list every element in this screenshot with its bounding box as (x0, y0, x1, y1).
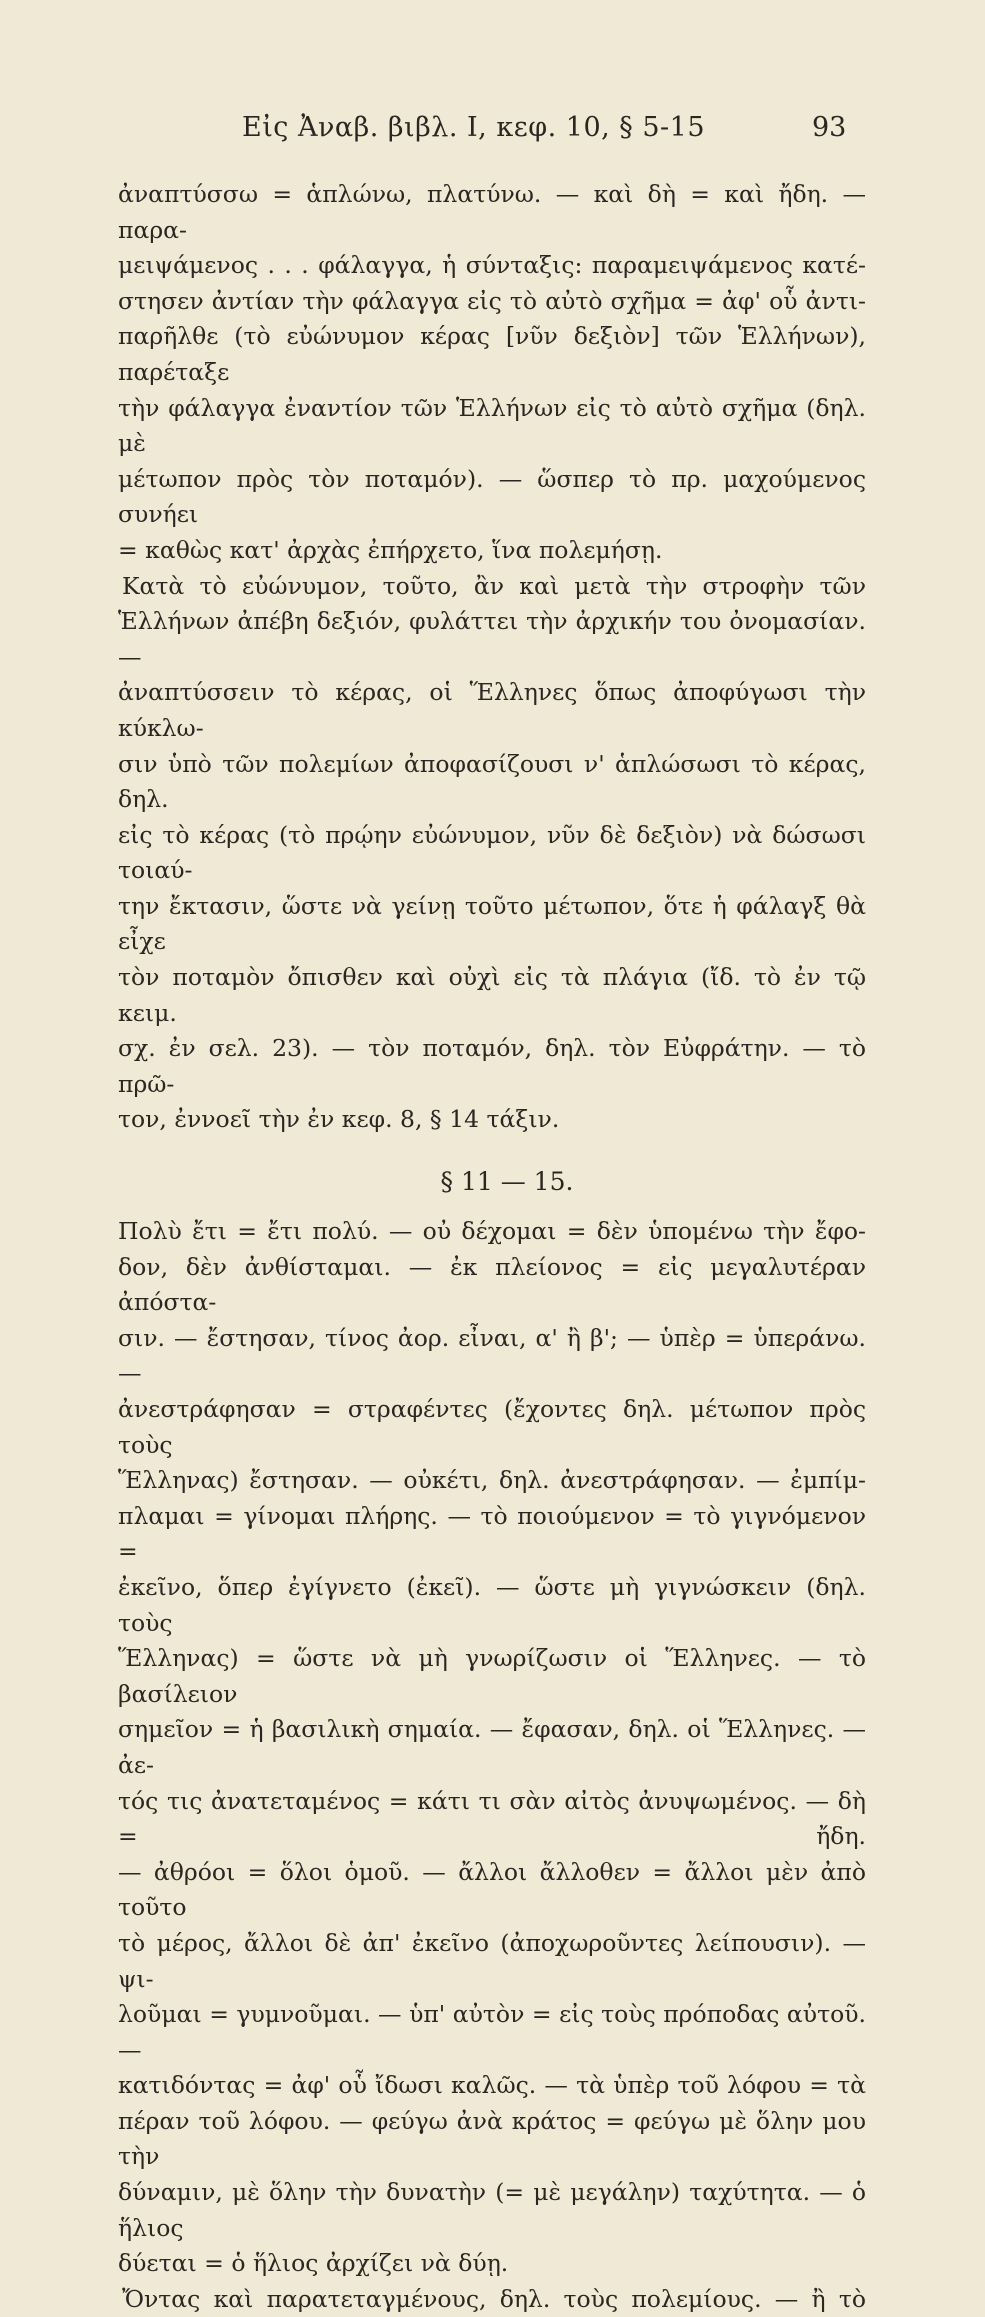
text-line: — ἀθρόοι = ὅλοι ὁμοῦ. — ἄλλοι ἄλλοθεν = ἄλλοι μὲν ἀπὸ τοῦτο (118, 1857, 866, 1922)
text-line: Πολὺ ἔτι = ἔτι πολύ. — οὐ δέχομαι = δὲν ὑπομένω τὴν ἔφο- (118, 1217, 866, 1246)
text-line: σχ. ἐν σελ. 23). — τὸν ποταμόν, δηλ. τὸν Εὐφράτην. — τὸ πρῶ- (118, 1034, 866, 1098)
text-line: ἀναπτύσσειν τὸ κέρας, οἱ Ἕλληνες ὅπως ἀποφύγωσι τὴν κύκλω- (118, 678, 866, 742)
text-line: Ἕλληνας) ἔστησαν. — οὐκέτι, δηλ. ἀνεστράφησαν. — ἐμπίμ- (118, 1466, 866, 1495)
running-title: Εἰς Ἀναβ. βιβλ. Ι, κεφ. 10, § 5-15 (242, 112, 706, 143)
text-line: δύναμιν, μὲ ὅλην τὴν δυνατὴν (= μὲ μεγάλην) ταχύτητα. — ὁ ἥλιος (118, 2178, 866, 2242)
text-line: πλαμαι = γίνομαι πλήρης. — τὸ ποιούμενον = τὸ γιγνόμενον = (118, 1501, 866, 1566)
text-line: στησεν ἀντίαν τὴν φάλαγγα εἰς τὸ αὐτὸ σχῆμα = ἀφ' οὗ ἀντι- (118, 286, 866, 315)
text-line: λοῦμαι = γυμνοῦμαι. — ὑπ' αὐτὸν = εἰς τοὺς πρόποδας αὐτοῦ. — (118, 2000, 866, 2064)
text-line: = καθὼς κατ' ἀρχὰς ἐπήρχετο, ἵνα πολεμήσῃ. (118, 535, 663, 564)
paragraph-4 (118, 2282, 866, 2317)
text-line: δον, δὲν ἀνθίσταμαι. — ἐκ πλείονος = εἰς μεγαλυτέραν ἀπόστα- (118, 1252, 866, 1317)
text-line: εἰς τὸ κέρας (τὸ πρῴην εὐώνυμον, νῦν δὲ δεξιὸν) νὰ δώσωσι τοιαύ- (118, 820, 866, 885)
text-line: σιν ὑπὸ τῶν πολεμίων ἀποφασίζουσι ν' ἁπλώσωσι τὸ κέρας, δηλ. (118, 749, 866, 814)
text-line: τὸ μέρος, ἄλλοι δὲ ἀπ' ἐκεῖνο (ἀποχωροῦντες λείπουσιν). — ψι- (118, 1928, 866, 1993)
paragraph-2 (118, 569, 866, 1139)
text-line: ἀνεστράφησαν = στραφέντες (ἔχοντες δηλ. μέτωπον πρὸς τοὺς (118, 1395, 866, 1459)
paragraph-1 (118, 177, 866, 569)
text-line: Ὄντας καὶ παρατεταγμένους, δηλ. τοὺς πολεμίους. — ἢ τὸ (122, 2284, 866, 2313)
text-line: κατιδόντας = ἀφ' οὗ ἴδωσι καλῶς. — τὰ ὑπὲρ τοῦ λόφου = τὰ (118, 2071, 866, 2100)
text-line: μειψάμενος . . . φάλαγγα, ἡ σύνταξις: παραμειψάμενος κατέ- (118, 251, 866, 280)
page-header (0, 112, 985, 152)
text-line: τὸν ποταμὸν ὄπισθεν καὶ οὐχὶ εἰς τὰ πλάγια (ἴδ. τὸ ἐν τῷ κειμ. (118, 963, 866, 1027)
text-line: ἀναπτύσσω = ἁπλώνω, πλατύνω. — καὶ δὴ = καὶ ἤδη. — παρα- (118, 180, 866, 244)
section-heading: § 11 — 15. (440, 1167, 574, 1197)
page-number: 93 (812, 112, 847, 143)
text-line: πέραν τοῦ λόφου. — φεύγω ἀνὰ κράτος = φεύγω μὲ ὅλην μου τὴν (118, 2106, 866, 2171)
text-line: σιν. — ἔστησαν, τίνος ἀορ. εἶναι, α' ἢ β'; — ὑπὲρ = ὑπεράνω. — (118, 1323, 866, 1388)
text-line: τός τις ἀνατεταμένος = κάτι τι σὰν αἰτὸς ἀνυψωμένος. — δὴ = ἤδη. (118, 1786, 866, 1851)
text-line: την ἔκτασιν, ὥστε νὰ γείνῃ τοῦτο μέτωπον, ὅτε ἡ φάλαγξ θὰ εἶχε (118, 891, 866, 956)
text-line: σημεῖον = ἡ βασιλικὴ σημαία. — ἔφασαν, δηλ. οἱ Ἕλληνες. — ἀε- (118, 1715, 866, 1779)
text-line: Κατὰ τὸ εὐώνυμον, τοῦτο, ἂν καὶ μετὰ τὴν στροφὴν τῶν (122, 571, 866, 600)
paragraph-3 (118, 1214, 866, 2282)
commentary-text (118, 177, 866, 2317)
text-line: μέτωπον πρὸς τὸν ποταμόν). — ὥσπερ τὸ πρ. μαχούμενος συνήει (118, 464, 866, 529)
text-line: τον, ἐννοεῖ τὴν ἐν κεφ. 8, § 14 τάξιν. (118, 1105, 560, 1134)
text-line: παρῆλθε (τὸ εὐώνυμον κέρας [νῦν δεξιὸν] τῶν Ἑλλήνων), παρέταξε (118, 322, 866, 386)
text-line: δύεται = ὁ ἥλιος ἀρχίζει νὰ δύῃ. (118, 2249, 509, 2278)
text-line: ἐκεῖνο, ὅπερ ἐγίγνετο (ἐκεῖ). — ὥστε μὴ γιγνώσκειν (δηλ. τοὺς (118, 1572, 866, 1637)
text-line: τὴν φάλαγγα ἐναντίον τῶν Ἑλλήνων εἰς τὸ αὐτὸ σχῆμα (δηλ. μὲ (118, 393, 866, 458)
text-line: Ἕλληνας) = ὥστε νὰ μὴ γνωρίζωσιν οἱ Ἕλληνες. — τὸ βασίλειον (118, 1644, 866, 1708)
text-line: Ἑλλήνων ἀπέβη δεξιόν, φυλάττει τὴν ἀρχικήν του ὀνομασίαν. — (118, 607, 866, 671)
